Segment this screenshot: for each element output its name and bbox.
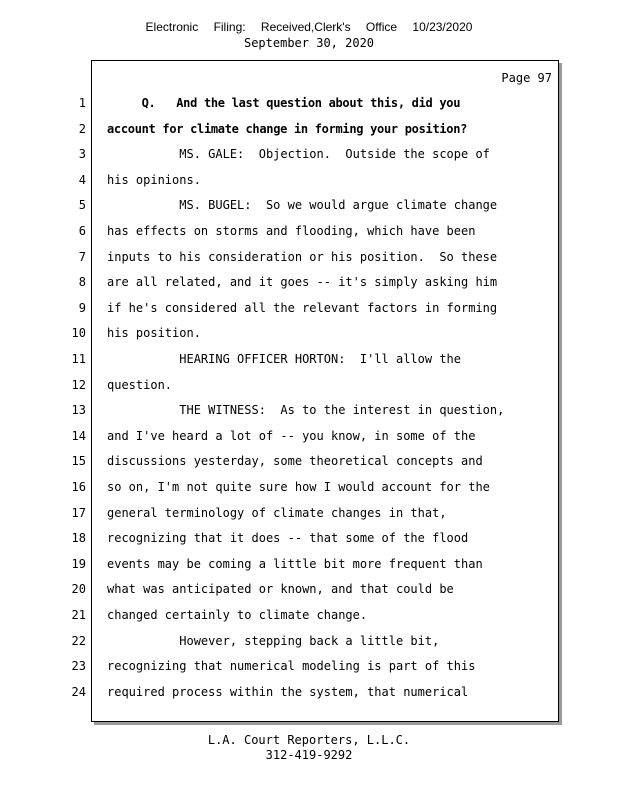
transcript-line: events may be coming a little bit more frequent than — [107, 557, 483, 571]
transcript-line: discussions yesterday, some theoretical concepts and — [107, 454, 483, 468]
footer-company: L.A. Court Reporters, L.L.C. — [207, 733, 411, 747]
line-number: 21 — [71, 608, 86, 622]
line-number: 14 — [71, 429, 86, 443]
line-number: 10 — [71, 326, 86, 340]
transcript-line: THE WITNESS: As to the interest in question, — [107, 403, 505, 417]
transcript-line: inputs to his consideration or his position. So these — [107, 250, 498, 264]
line-number: 20 — [71, 582, 86, 596]
page-number: Page 97 — [501, 71, 552, 85]
transcript-line: recognizing that it does -- that some of the flood — [107, 531, 469, 545]
transcript-line: MS. GALE: Objection. Outside the scope of — [107, 147, 490, 161]
line-number: 11 — [71, 352, 86, 366]
transcript-line: are all related, and it goes -- it's simply asking him — [107, 275, 498, 289]
line-number: 1 — [78, 96, 86, 110]
transcript-line: HEARING OFFICER HORTON: I'll allow the — [107, 352, 462, 366]
line-number: 8 — [78, 275, 86, 289]
line-number: 9 — [78, 301, 86, 315]
transcript-line: his position. — [107, 326, 201, 340]
transcript-line: changed certainly to climate change. — [107, 608, 368, 622]
filing-filing: Filing: — [213, 20, 246, 34]
line-number: 16 — [71, 480, 86, 494]
transcript-line: account for climate change in forming your position? — [107, 122, 468, 136]
transcript-line: what was anticipated or known, and that could be — [107, 582, 454, 596]
filing-electronic: Electronic — [145, 20, 199, 34]
line-number: 22 — [71, 634, 86, 648]
transcript-line: However, stepping back a little bit, — [107, 634, 440, 648]
transcript-line: general terminology of climate changes in that, — [107, 506, 447, 520]
line-number: 17 — [71, 506, 86, 520]
line-number: 4 — [78, 173, 86, 187]
line-number: 19 — [71, 557, 86, 571]
transcript-line: his opinions. — [107, 173, 201, 187]
line-number: 18 — [71, 531, 86, 545]
line-number: 13 — [71, 403, 86, 417]
transcript-line: recognizing that numerical modeling is part of this — [107, 659, 476, 673]
transcript-line: Q. And the last question about this, did you — [107, 96, 461, 110]
line-number: 6 — [78, 224, 86, 238]
transcript-line: and I've heard a lot of -- you know, in some of the — [107, 429, 476, 443]
deposition-date: September 30, 2020 — [243, 36, 375, 50]
line-number: 3 — [78, 147, 86, 161]
transcript-line: required process within the system, that numerical — [107, 685, 469, 699]
line-number: 5 — [78, 198, 86, 212]
filing-office: Office — [365, 20, 398, 34]
line-number: 23 — [71, 659, 86, 673]
transcript-line: question. — [107, 378, 173, 392]
line-number: 24 — [71, 685, 86, 699]
filing-received: Received,Clerk's — [260, 20, 351, 34]
line-number: 12 — [71, 378, 86, 392]
line-number: 15 — [71, 454, 86, 468]
transcript-line: has effects on storms and flooding, which have been — [107, 224, 476, 238]
transcript-line: so on, I'm not quite sure how I would account for the — [107, 480, 490, 494]
transcript-line: MS. BUGEL: So we would argue climate change — [107, 198, 498, 212]
transcript-line: if he's considered all the relevant factors in forming — [107, 301, 498, 315]
filing-stamp — [0, 20, 618, 34]
line-number: 2 — [78, 122, 86, 136]
line-number: 7 — [78, 250, 86, 264]
filing-date: 10/23/2020 — [412, 20, 473, 34]
footer-phone: 312-419-9292 — [265, 748, 353, 762]
